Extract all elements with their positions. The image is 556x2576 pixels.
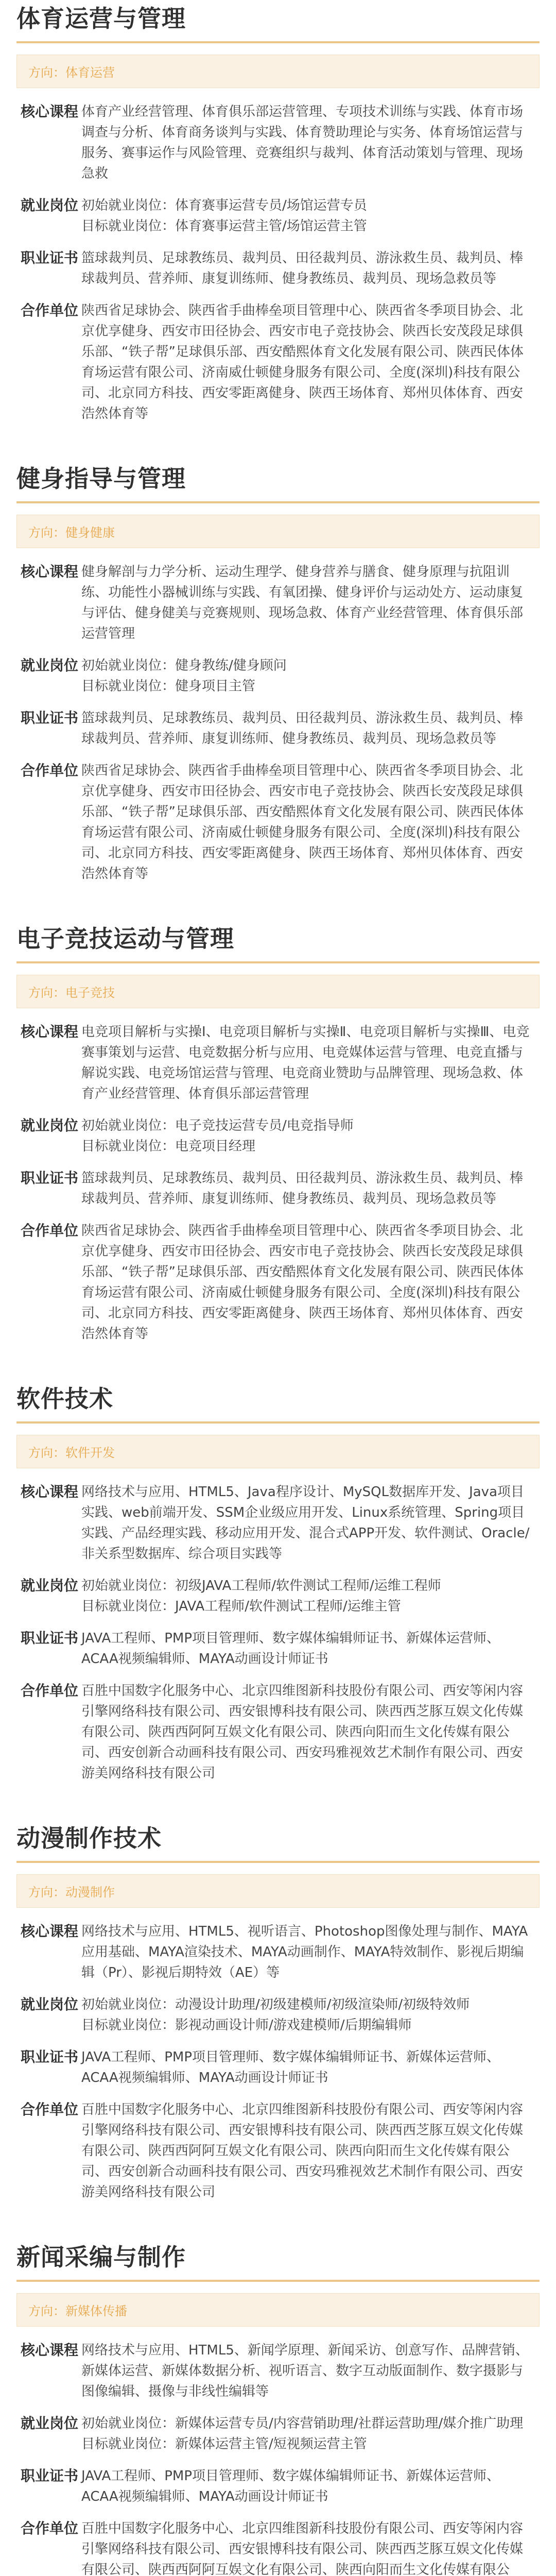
content-line: 百胜中国数字化服务中心、北京四维图新科技股份有限公司、西安等闲内容引擎网络科技有限公司、西安银博科技有限公司、陕西西芝豚互娱文化传媒有限公司、陕西西阿阿互娱文化有限公司、陕西向阳而生文化传媒有限公司、西安创新合动画科技有限公司、西安玛雅视效艺术制作有限公司、西安游美网络科技有限公司 — [81, 1683, 524, 1781]
content-line: 陕西省足球协会、陕西省手曲棒垒项目管理中心、陕西省冬季项目协会、北京优享健身、西安市田径协会、西安市电子竞技协会、陕西长安茂段足球俱乐部、“铁子帮”足球俱乐部、西安酷熙体育文化发展有限公司、陕西民体体育场运营有限公司、济南威仕顿健身服务有限公司、全度(深圳)科技有限公司、北京同方科技、西安零距离健身、陕西王场体育、郑州贝体体育、西安浩然体育等 — [81, 1223, 524, 1342]
row-content — [81, 248, 535, 289]
content-line: 目标就业岗位：体育赛事运营主管/场馆运营主管 — [81, 218, 367, 234]
content-line: 陕西省足球协会、陕西省手曲棒垒项目管理中心、陕西省冬季项目协会、北京优享健身、西安市田径协会、西安市电子竞技协会、陕西长安茂段足球俱乐部、“铁子帮”足球俱乐部、西安酷熙体育文化发展有限公司、陕西民体体育场运营有限公司、济南威仕顿健身服务有限公司、全度(深圳)科技有限公司、北京同方科技、西安零距离健身、陕西王场体育、郑州贝体体育、西安浩然体育等 — [81, 303, 524, 421]
content-line: 篮球裁判员、足球教练员、裁判员、田径裁判员、游泳救生员、裁判员、棒球裁判员、营养师、康复训练师、健身教练员、裁判员、现场急救员等 — [81, 250, 524, 286]
info-row — [16, 101, 540, 184]
content-line: JAVA工程师、PMP项目管理师、数字媒体编辑师证书、新媒体运营师、ACAA视频编辑师、MAYA动画设计师证书 — [81, 2049, 500, 2086]
row-label: 合作单位 — [21, 2520, 79, 2537]
content-line: 网络技术与应用、HTML5、视听语言、Photoshop图像处理与制作、MAYA应用基础、MAYA渲染技术、MAYA动画制作、MAYA特效制作、影视后期编辑（Pr）、影视后期特效（AE）等 — [81, 1924, 528, 1980]
direction-banner: 方向：体育运营 — [16, 55, 540, 88]
row-content — [81, 655, 535, 697]
program-section — [0, 920, 556, 1344]
content-line: 体育产业经营管理、体育俱乐部运营管理、专项技术训练与实践、体育市场调查与分析、体育商务谈判与实践、体育赞助理论与实务、体育场馆运营与服务、赛事运作与风险管理、竞赛组织与裁判、体育活动策划与管理、现场急救 — [81, 104, 524, 181]
row-label: 就业岗位 — [21, 657, 79, 674]
info-row — [16, 195, 540, 236]
info-row — [16, 562, 540, 644]
row-content — [81, 2099, 535, 2202]
row-content — [81, 1168, 535, 1209]
info-row — [16, 1994, 540, 2036]
row-label: 职业证书 — [21, 249, 79, 266]
row-content — [81, 2518, 535, 2576]
row-label: 合作单位 — [21, 762, 79, 779]
row-content — [81, 195, 535, 236]
section-divider — [16, 41, 540, 43]
info-row — [16, 2047, 540, 2088]
info-row — [16, 248, 540, 289]
row-content — [81, 562, 535, 644]
info-row — [16, 760, 540, 884]
section-title: 软件技术 — [16, 1385, 113, 1413]
row-content — [81, 1681, 535, 1784]
section-title: 动漫制作技术 — [16, 1824, 162, 1852]
direction-banner: 方向：新媒体传播 — [16, 2293, 540, 2327]
row-label: 就业岗位 — [21, 2415, 79, 2432]
content-line: 目标就业岗位：新媒体运营主管/短视频运营主管 — [81, 2436, 367, 2452]
row-label: 合作单位 — [21, 1222, 79, 1239]
row-content — [81, 1482, 535, 1564]
info-row — [16, 2099, 540, 2202]
info-row — [16, 1221, 540, 1344]
section-divider — [16, 501, 540, 503]
program-section — [0, 1380, 556, 1784]
row-content — [81, 760, 535, 884]
section-title: 健身指导与管理 — [16, 465, 186, 493]
program-section — [0, 1820, 556, 2202]
info-row — [16, 1482, 540, 1564]
row-content — [81, 708, 535, 749]
row-label: 合作单位 — [21, 2101, 79, 2118]
row-label: 职业证书 — [21, 1630, 79, 1647]
direction-banner: 方向：电子竞技 — [16, 975, 540, 1008]
info-row — [16, 1575, 540, 1617]
direction-banner: 方向：动漫制作 — [16, 1874, 540, 1908]
program-section — [0, 0, 556, 424]
program-section — [0, 2239, 556, 2576]
direction-banner: 方向：健身健康 — [16, 515, 540, 548]
row-content — [81, 1994, 535, 2036]
section-title: 电子竞技运动与管理 — [16, 925, 234, 953]
info-row — [16, 1681, 540, 1784]
section-divider — [16, 2280, 540, 2282]
content-line: 初始就业岗位：动漫设计助理/初级建模师/初级渲染师/初级特效师 — [81, 1997, 470, 2012]
row-label: 合作单位 — [21, 1682, 79, 1699]
row-label: 职业证书 — [21, 2048, 79, 2065]
row-content — [81, 2413, 535, 2454]
content-line: 健身解剖与力学分析、运动生理学、健身营养与膳食、健身原理与抗阻训练、功能性小器械训练与实践、有氧团操、健身评价与运动处方、运动康复与评估、健身健美与竞赛规则、现场急救、体育产业经营管理、体育俱乐部运营管理 — [81, 564, 524, 641]
content-line: 初始就业岗位：新媒体运营专员/内容营销助理/社群运营助理/媒介推广助理 — [81, 2416, 524, 2431]
row-label: 核心课程 — [21, 103, 79, 120]
content-line: 初始就业岗位：电子竞技运营专员/电竞指导师 — [81, 1118, 354, 1133]
content-line: 初始就业岗位：体育赛事运营专员/场馆运营专员 — [81, 198, 367, 213]
content-line: 目标就业岗位：影视动画设计师/游戏建模师/后期编辑师 — [81, 2018, 412, 2033]
direction-banner: 方向：软件开发 — [16, 1435, 540, 1468]
row-content — [81, 1022, 535, 1104]
info-row — [16, 2413, 540, 2454]
section-divider — [16, 1421, 540, 1423]
row-content — [81, 1628, 535, 1669]
row-label: 核心课程 — [21, 1923, 79, 1940]
row-content — [81, 1115, 535, 1157]
info-row — [16, 2466, 540, 2507]
row-label: 核心课程 — [21, 2342, 79, 2359]
info-row — [16, 1115, 540, 1157]
info-row — [16, 1022, 540, 1104]
info-row — [16, 1921, 540, 1983]
info-row — [16, 2518, 540, 2576]
info-row — [16, 1628, 540, 1669]
row-content — [81, 2340, 535, 2402]
content-line: 目标就业岗位：JAVA工程师/软件测试工程师/运维主管 — [81, 1599, 401, 1614]
content-line: 初始就业岗位：健身教练/健身顾问 — [81, 658, 287, 673]
row-content — [81, 300, 535, 424]
info-row — [16, 655, 540, 697]
section-title: 新闻采编与制作 — [16, 2243, 186, 2271]
row-label: 核心课程 — [21, 1483, 79, 1500]
row-content — [81, 2047, 535, 2088]
content-line: JAVA工程师、PMP项目管理师、数字媒体编辑师证书、新媒体运营师、ACAA视频编辑师、MAYA动画设计师证书 — [81, 2468, 500, 2504]
info-row — [16, 2340, 540, 2402]
row-label: 就业岗位 — [21, 1117, 79, 1134]
program-section — [0, 460, 556, 884]
row-label: 职业证书 — [21, 2467, 79, 2484]
row-label: 核心课程 — [21, 563, 79, 580]
row-label: 职业证书 — [21, 709, 79, 726]
section-divider — [16, 1861, 540, 1863]
section-divider — [16, 961, 540, 963]
row-label: 就业岗位 — [21, 1577, 79, 1594]
content-line: 篮球裁判员、足球教练员、裁判员、田径裁判员、游泳救生员、裁判员、棒球裁判员、营养师、康复训练师、健身教练员、裁判员、现场急救员等 — [81, 1171, 524, 1207]
content-line: 目标就业岗位：电竞项目经理 — [81, 1139, 256, 1154]
content-line: 陕西省足球协会、陕西省手曲棒垒项目管理中心、陕西省冬季项目协会、北京优享健身、西安市田径协会、西安市电子竞技协会、陕西长安茂段足球俱乐部、“铁子帮”足球俱乐部、西安酷熙体育文化发展有限公司、陕西民体体育场运营有限公司、济南威仕顿健身服务有限公司、全度(深圳)科技有限公司、北京同方科技、西安零距离健身、陕西王场体育、郑州贝体体育、西安浩然体育等 — [81, 763, 524, 882]
row-content — [81, 1921, 535, 1983]
content-line: 百胜中国数字化服务中心、北京四维图新科技股份有限公司、西安等闲内容引擎网络科技有限公司、西安银博科技有限公司、陕西西芝豚互娱文化传媒有限公司、陕西西阿阿互娱文化有限公司、陕西向阳而生文化传媒有限公 — [81, 2521, 524, 2576]
row-content — [81, 2466, 535, 2507]
info-row — [16, 1168, 540, 1209]
row-content — [81, 1575, 535, 1617]
row-label: 合作单位 — [21, 302, 79, 319]
info-row — [16, 708, 540, 749]
row-label: 职业证书 — [21, 1170, 79, 1187]
row-content — [81, 1221, 535, 1344]
content-line: 网络技术与应用、HTML5、Java程序设计、MySQL数据库开发、Java项目实践、web前端开发、SSM企业级应用开发、Linux系统管理、Spring项目实践、产品经理实践、移动应用开发、混合式APP开发、软件测试、Oracle/非关系型数据库、综合项目实践等 — [81, 1484, 530, 1562]
content-line: 篮球裁判员、足球教练员、裁判员、田径裁判员、游泳救生员、裁判员、棒球裁判员、营养师、康复训练师、健身教练员、裁判员、现场急救员等 — [81, 710, 524, 747]
content-line: 网络技术与应用、HTML5、新闻学原理、新闻采访、创意写作、品牌营销、新媒体运营、新媒体数据分析、视听语言、数字互动版面制作、数字摄影与图像编辑、摄像与非线性编辑等 — [81, 2343, 529, 2399]
content-line: JAVA工程师、PMP项目管理师、数字媒体编辑师证书、新媒体运营师、ACAA视频编辑师、MAYA动画设计师证书 — [81, 1631, 500, 1667]
section-title: 体育运营与管理 — [16, 5, 186, 32]
content-line: 电竞项目解析与实操Ⅰ、电竞项目解析与实操Ⅱ、电竞项目解析与实操Ⅲ、电竞赛事策划与运营、电竞数据分析与应用、电竞媒体运营与管理、电竞直播与解说实践、电竞场馆运营与管理、电竞商业赞助与品牌管理、现场急救、体育产业经营管理、体育俱乐部运营管理 — [81, 1024, 530, 1101]
content-line: 目标就业岗位：健身项目主管 — [81, 679, 256, 694]
content-line: 初始就业岗位：初级JAVA工程师/软件测试工程师/运维工程师 — [81, 1578, 441, 1594]
row-content — [81, 101, 535, 184]
row-label: 就业岗位 — [21, 197, 79, 214]
row-label: 就业岗位 — [21, 1996, 79, 2013]
info-row — [16, 300, 540, 424]
row-label: 核心课程 — [21, 1023, 79, 1040]
content-line: 百胜中国数字化服务中心、北京四维图新科技股份有限公司、西安等闲内容引擎网络科技有限公司、西安银博科技有限公司、陕西西芝豚互娱文化传媒有限公司、陕西西阿阿互娱文化有限公司、陕西向阳而生文化传媒有限公司、西安创新合动画科技有限公司、西安玛雅视效艺术制作有限公司、西安游美网络科技有限公司 — [81, 2102, 524, 2200]
